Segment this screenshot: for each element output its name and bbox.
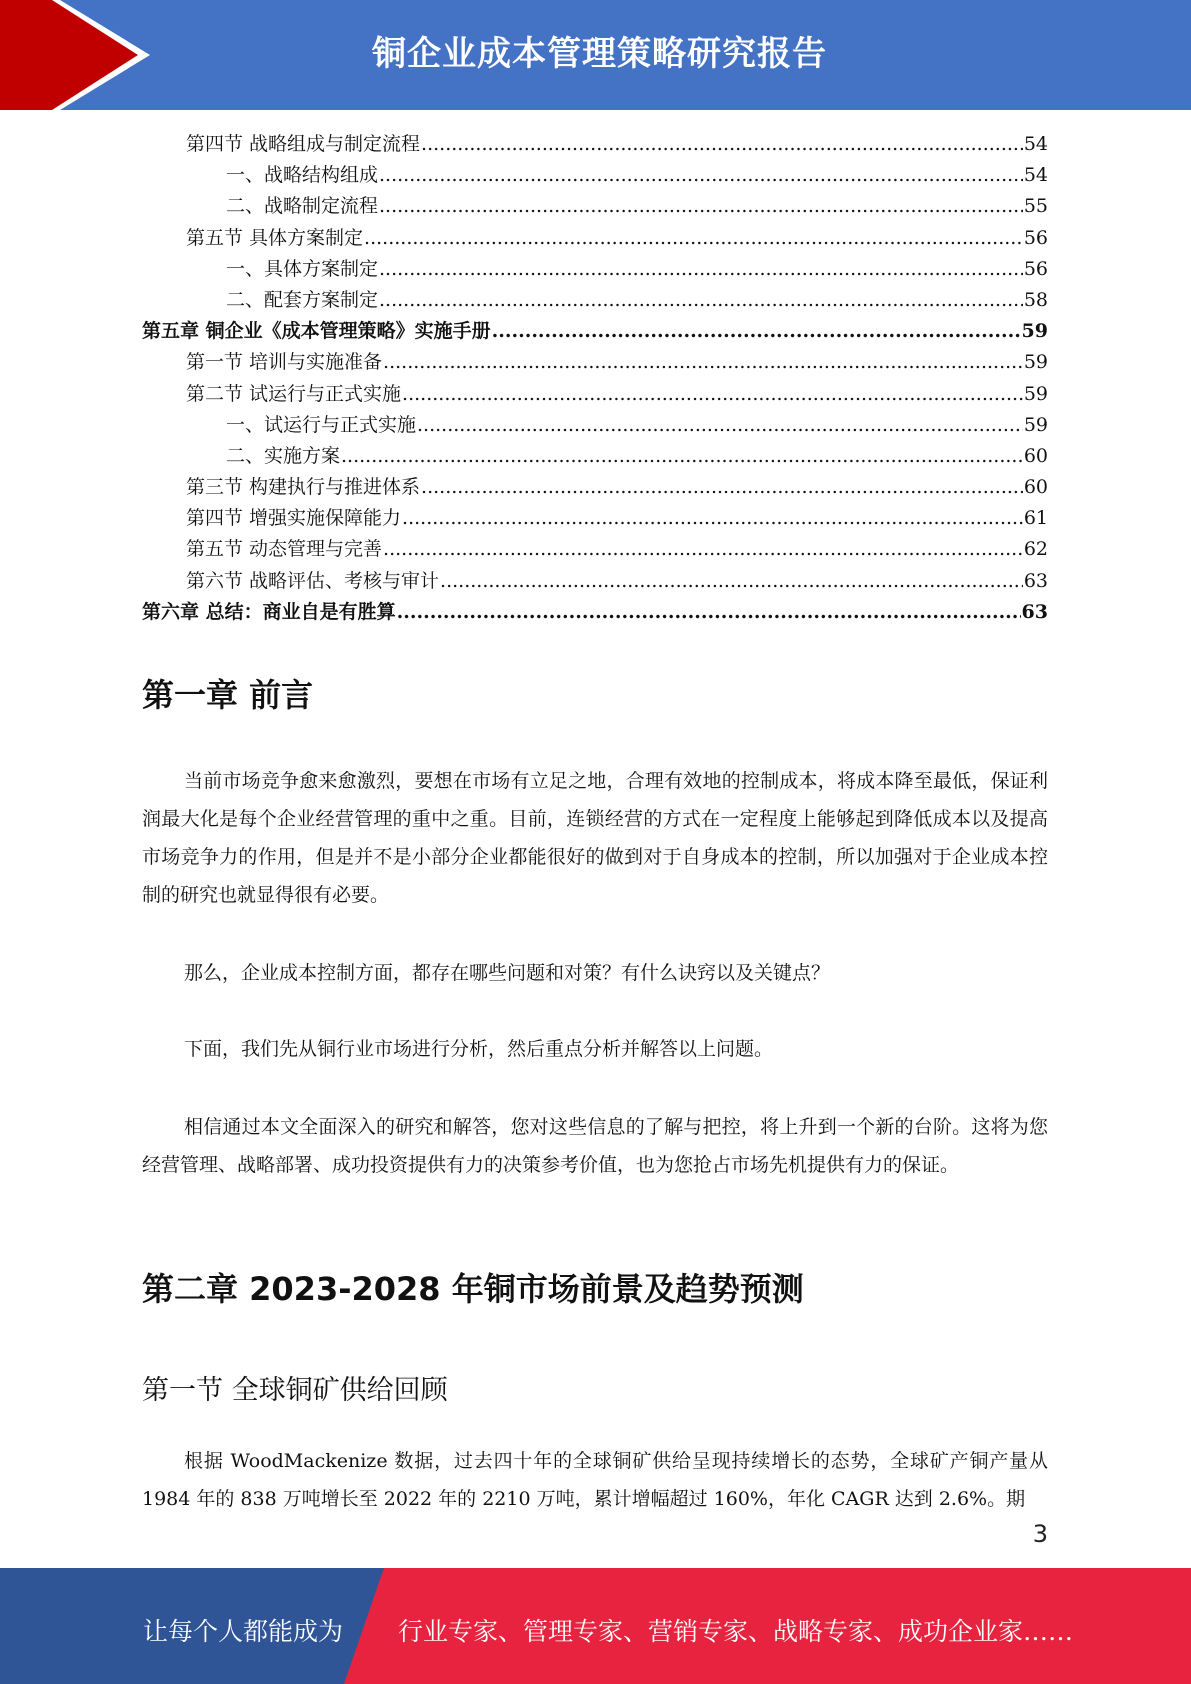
toc-dot-leader (379, 254, 1023, 285)
paragraph: 下面，我们先从铜行业市场进行分析，然后重点分析并解答以上问题。 (184, 1038, 774, 1060)
toc-entry[interactable] (142, 316, 1048, 347)
table-of-contents (142, 129, 1048, 628)
toc-dot-leader (383, 347, 1023, 378)
toc-dot-leader (492, 316, 1021, 347)
toc-dot-leader (397, 597, 1021, 628)
toc-entry[interactable] (142, 347, 1048, 378)
toc-entry[interactable] (142, 160, 1048, 191)
toc-entry-page: 59 (1023, 351, 1048, 374)
toc-entry[interactable] (142, 441, 1048, 472)
toc-entry[interactable] (142, 129, 1048, 160)
toc-entry-page: 59 (1023, 413, 1048, 436)
paragraph: 相信通过本文全面深入的研究和解答，您对这些信息的了解与把控，将上升到一个新的台阶。这将为您经营管理、战略部署、成功投资提供有力的决策参考价值，也为您抢占市场先机提供有力的保证。 (142, 1116, 1048, 1176)
toc-entry-label: 二、战略制定流程 (226, 195, 379, 218)
toc-entry[interactable] (142, 410, 1048, 441)
toc-dot-leader (379, 191, 1023, 222)
toc-entry[interactable] (142, 285, 1048, 316)
toc-entry-page: 60 (1023, 444, 1048, 467)
toc-entry-page: 59 (1021, 320, 1048, 343)
toc-entry-page: 56 (1023, 226, 1048, 249)
toc-entry-label: 第六节 战略评估、考核与审计 (186, 569, 440, 592)
paragraph: 那么，企业成本控制方面，都存在哪些问题和对策？有什么诀窍以及关键点？ (184, 962, 831, 984)
toc-entry-page: 55 (1023, 195, 1048, 218)
report-title: 铜企业成本管理策略研究报告 (372, 34, 827, 74)
toc-dot-leader (417, 410, 1023, 441)
toc-dot-leader (402, 503, 1023, 534)
toc-dot-leader (421, 129, 1023, 160)
toc-entry-label: 第五章 铜企业《成本管理策略》实施手册 (142, 320, 491, 343)
toc-dot-leader (379, 160, 1023, 191)
toc-entry-label: 第四节 增强实施保障能力 (186, 507, 402, 530)
toc-entry-page: 62 (1023, 538, 1048, 561)
toc-entry[interactable] (142, 191, 1048, 222)
toc-entry[interactable] (142, 254, 1048, 285)
toc-entry[interactable] (142, 503, 1048, 534)
toc-entry[interactable] (142, 566, 1048, 597)
toc-dot-leader (440, 566, 1023, 597)
toc-entry[interactable] (142, 597, 1048, 628)
toc-entry-label: 一、战略结构组成 (226, 164, 379, 187)
toc-entry[interactable] (142, 472, 1048, 503)
page-footer (0, 1568, 1191, 1684)
toc-entry[interactable] (142, 534, 1048, 565)
toc-entry-page: 60 (1023, 476, 1048, 499)
toc-entry-label: 第五节 具体方案制定 (186, 226, 364, 249)
toc-dot-leader (364, 223, 1023, 254)
toc-entry-label: 第四节 战略组成与制定流程 (186, 133, 421, 155)
toc-entry-label: 二、实施方案 (226, 444, 341, 467)
toc-entry-label: 一、具体方案制定 (226, 257, 379, 280)
paragraph: 根据 WoodMackenize 数据，过去四十年的全球铜矿供给呈现持续增长的态势，全球矿产铜产量从 1984 年的 838 万吨增长至 2022 年的 2210 万吨，累计增幅超过 160%，年化 CAGR 达到 2.6%。期 (142, 1450, 1048, 1510)
toc-entry-page: 59 (1023, 382, 1048, 405)
toc-dot-leader (379, 285, 1023, 316)
toc-dot-leader (402, 379, 1023, 410)
toc-entry-label: 第二节 试运行与正式实施 (186, 382, 402, 405)
toc-entry-page: 58 (1023, 288, 1048, 311)
toc-entry-page: 63 (1023, 569, 1048, 592)
paragraph: 当前市场竞争愈来愈激烈，要想在市场有立足之地，合理有效地的控制成本，将成本降至最低，保证利润最大化是每个企业经营管理的重中之重。目前，连锁经营的方式在一定程度上能够起到降低成本以及提高市场竞争力的作用，但是并不是小部分企业都能很好的做到对于自身成本的控制，所以加强对于企业成本控制的研究也就显得很有必要。 (142, 770, 1048, 906)
chapter-heading: 第一章 前言 (142, 676, 314, 714)
toc-entry[interactable] (142, 379, 1048, 410)
toc-entry-label: 二、配套方案制定 (226, 288, 379, 311)
toc-entry[interactable] (142, 223, 1048, 254)
toc-entry-label: 第六章 总结：商业自是有胜算 (142, 600, 396, 623)
toc-dot-leader (341, 441, 1023, 472)
toc-entry-page: 56 (1023, 257, 1048, 280)
toc-entry-page: 63 (1021, 600, 1048, 623)
toc-entry-page: 61 (1023, 507, 1048, 530)
toc-dot-leader (383, 534, 1023, 565)
toc-dot-leader (421, 472, 1023, 503)
footer-tagline: 行业专家、管理专家、营销专家、战略专家、成功企业家…… (398, 1617, 1074, 1646)
footer-slogan: 让每个人都能成为 (143, 1617, 344, 1646)
chapter-heading: 第二章 2023-2028 年铜市场前景及趋势预测 (142, 1270, 804, 1308)
toc-entry-page: 54 (1023, 133, 1048, 155)
page-number: 3 (1032, 1520, 1048, 1548)
page-header (0, 0, 1191, 110)
toc-entry-label: 第五节 动态管理与完善 (186, 538, 383, 561)
toc-entry-label: 第一节 培训与实施准备 (186, 351, 383, 374)
toc-entry-label: 第三节 构建执行与推进体系 (186, 476, 421, 499)
toc-entry-page: 54 (1023, 164, 1048, 187)
toc-entry-label: 一、试运行与正式实施 (226, 413, 417, 436)
section-heading: 第一节 全球铜矿供给回顾 (142, 1375, 448, 1406)
